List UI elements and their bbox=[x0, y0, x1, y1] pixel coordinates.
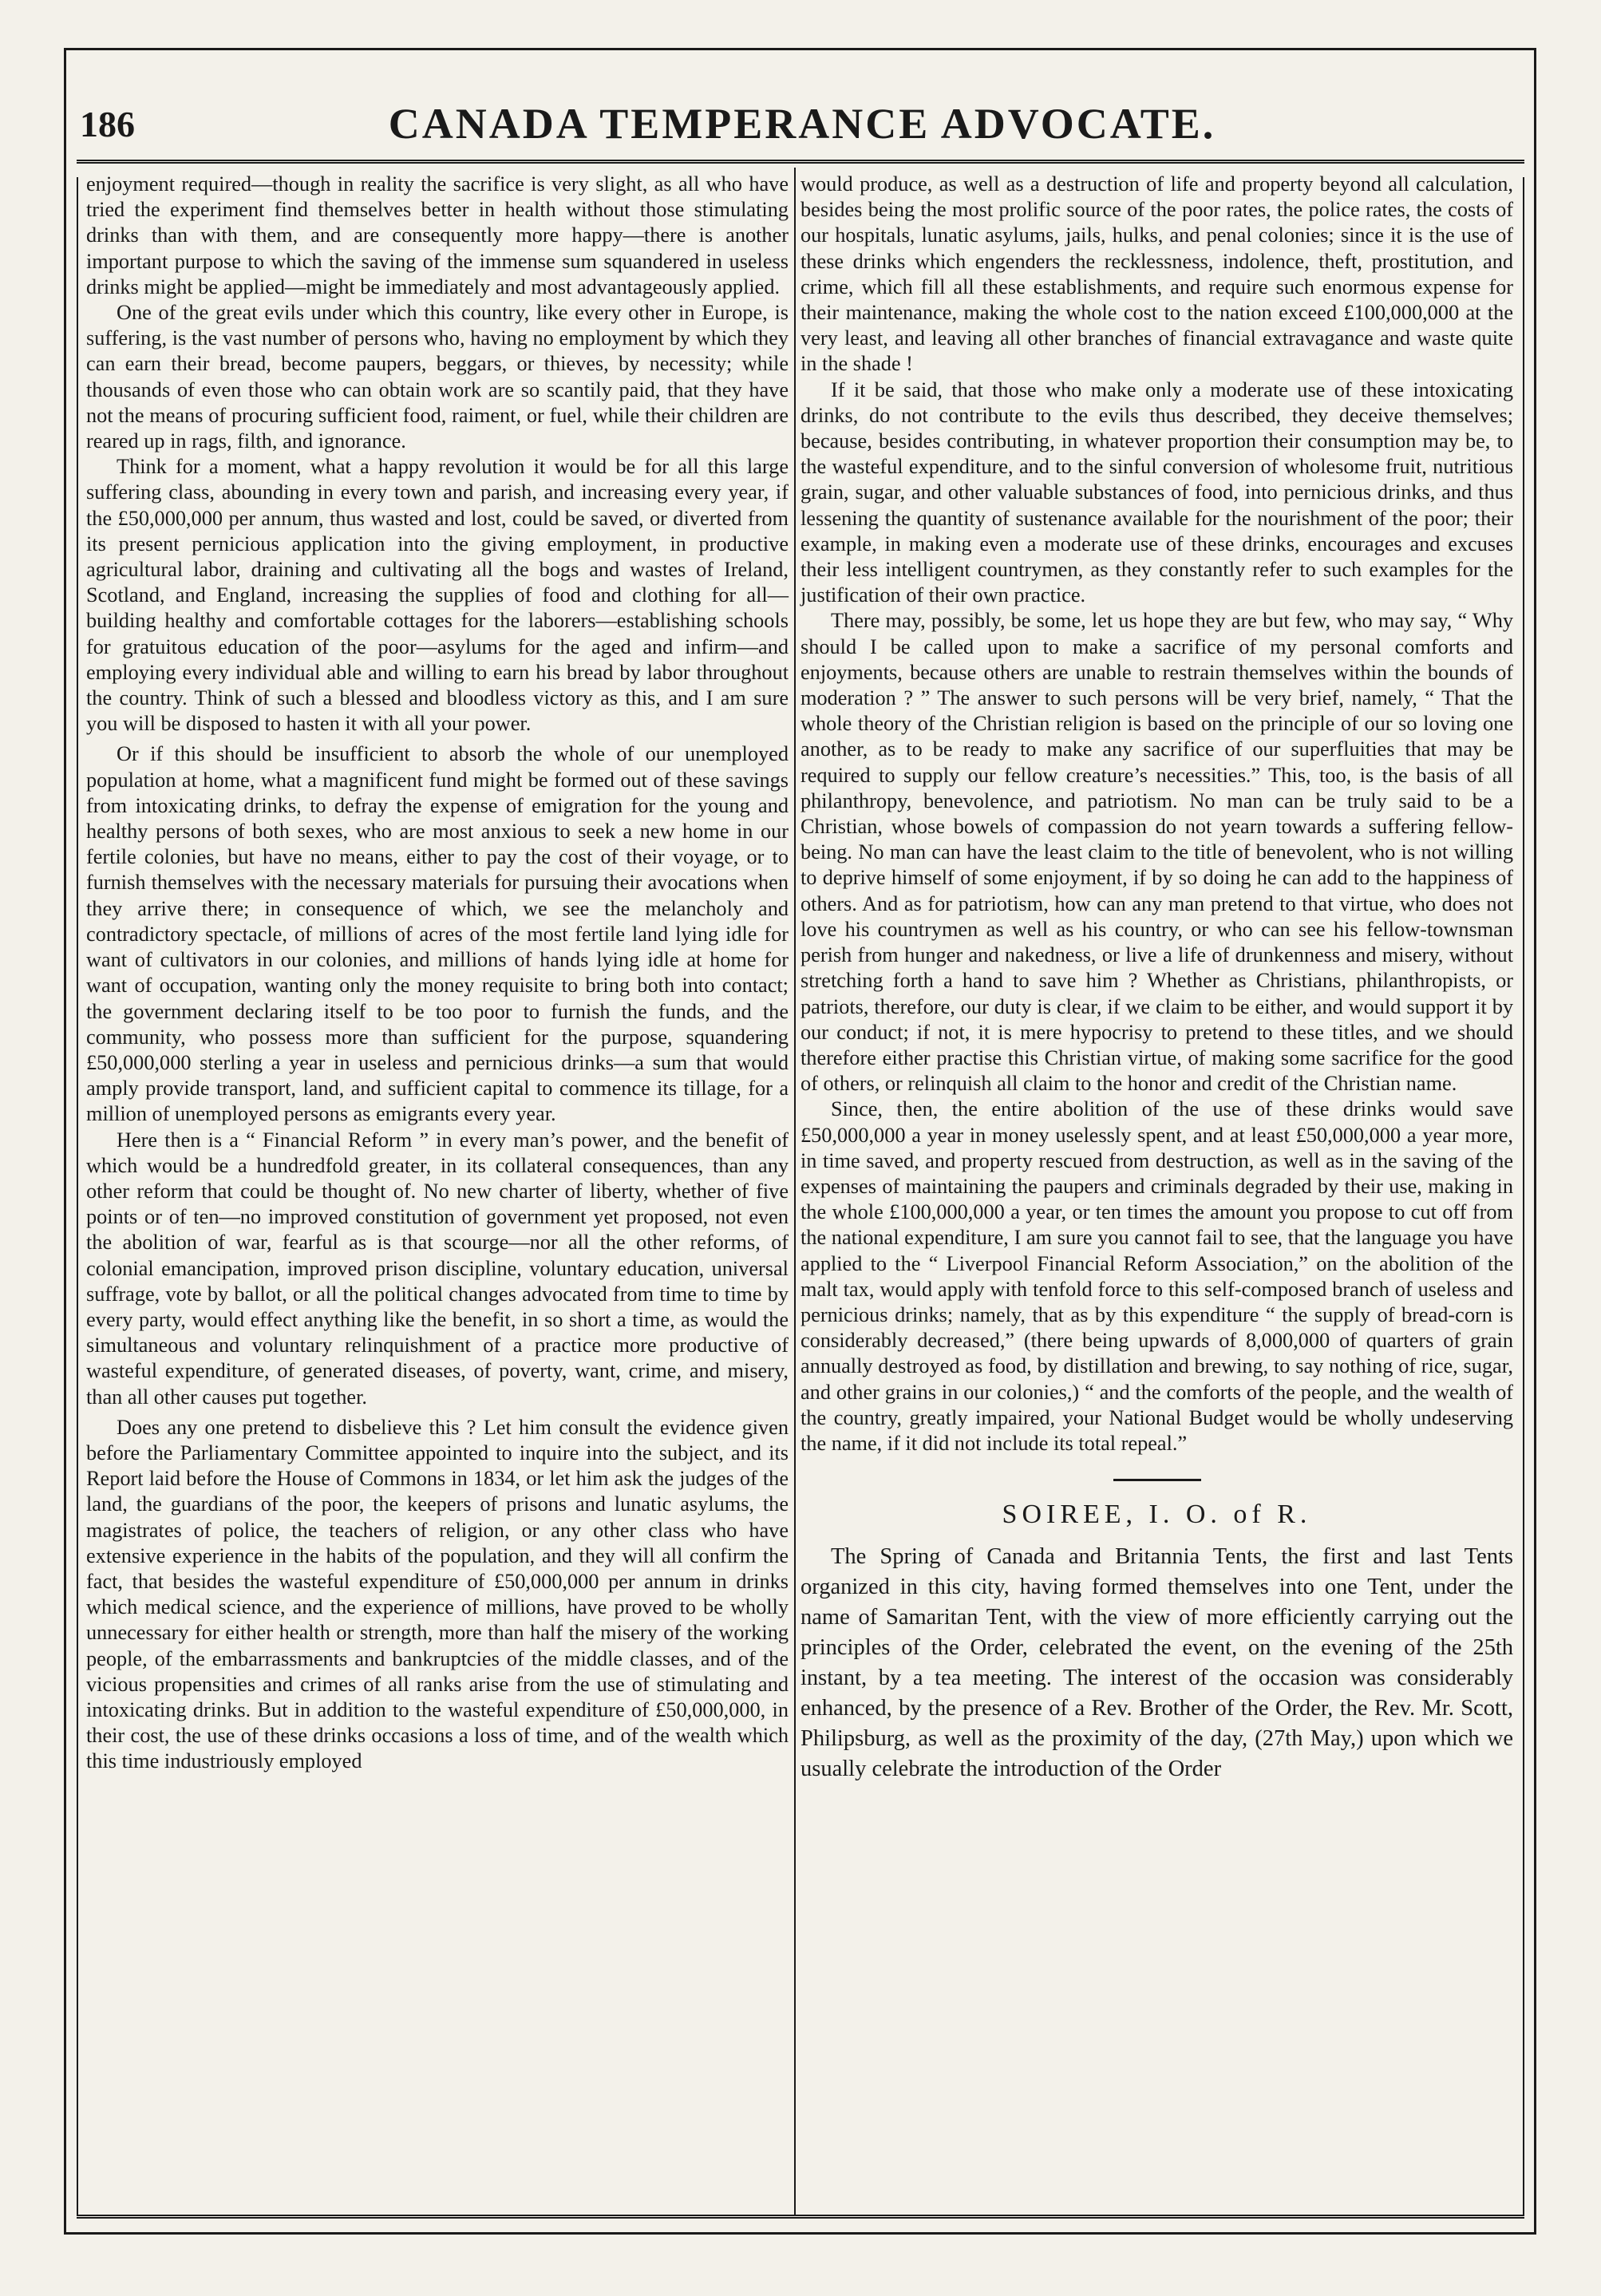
section-paragraph: The Spring of Canada and Britannia Tents, the first and last Tents organized in this city, having formed themselves into one Tent, under the name of Samaritan Tent, with the view of more efficiently carrying out the principles of the Order, celebrated the event, on the evening of the 25th instant, by a tea meeting. The interest of the occasion was considerably enhanced, by the presence of a Rev. Brother of the Order, the Rev. Mr. Scott, Philipsburg, as well as the proximity of the day, (27th May,) upon which we usually celebrate the introduction of the Order bbox=[800, 1544, 1513, 1782]
header-rule bbox=[77, 160, 1524, 164]
article-paragraph: Here then is a “ Financial Reform ” in every man’s power, and the benefit of which would be a hundredfold greater, in its collateral consequences, than any other reform that could be thought of. No new charter of liberty, whether of five points or of ten—no improved constitution of government yet proposed, not even the abolition of war, fearful as is that scourge—nor all the other reforms, of colonial emancipation, improved prison discipline, voluntary education, universal suffrage, vote by ballot, or all the political changes advocated from time to time by every party, would effect anything like the benefit, in so short a time, as would the simultaneous and voluntary relinquishment of a practice more productive of wasteful expenditure, of generated diseases, of poverty, want, crime, and misery, than all other causes put together. bbox=[86, 1128, 789, 1409]
footer-rule bbox=[77, 2215, 1524, 2219]
article-paragraph: enjoyment required—though in reality the sacrifice is very slight, as all who have tried the experiment find themselves better in health without those stimulating drinks than with them, and are consequently more happy—there is another important purpose to which the saving of the immense sum squandered in useless drinks might be applied—might be immediately and most advantageously applied. bbox=[86, 172, 789, 298]
article-paragraph: Does any one pretend to disbelieve this ? Let him consult the evidence given before the Parliamentary Committee appointed to inquire into the subject, and its Report laid before the House of Commons in 1834, or let him ask the judges of the land, the guardians of the poor, the keepers of prisons and lunatic asylums, the magistrates of police, the teachers of religion, or any other class who have extensive experience in the habits of the population, and they will all confirm the fact, that besides the wasteful expenditure of £50,000,000 per annum in drinks which medical science, and the experience of millions, have proved to be wholly unnecessary for either health or strength, more than half the misery of the working people, of the embarrassments and bankruptcies of the middle classes, and of the vicious propensities and crimes of all ranks arise from the use of stimulating and intoxicating drinks. But in addition to the wasteful expenditure of £50,000,000, in their cost, the use of these drinks occasions a loss of time, and of the wealth which this time industriously employed bbox=[86, 1415, 789, 1773]
page-header bbox=[80, 88, 1524, 160]
section-heading: SOIREE, I. O. of R. bbox=[1002, 1500, 1312, 1530]
article-paragraph: There may, possibly, be some, let us hope they are but few, who may say, “ Why should I be called upon to make a sacrifice of my personal comforts and enjoyments, because others are unable to restrain themselves within the bounds of moderation ? ” The answer to such persons will be very brief, namely, “ That the whole theory of the Christian religion is based on the principle of our so loving one another, as to be ready to make any sacrifice of our superfluities that may be required to supply our fellow creature’s necessities.” This, too, is the basis of all philanthropy, benevolence, and patriotism. No man can be truly said to be a Christian, whose bowels of compassion do not yearn towards a suffering fellow-being. No man can have the least claim to the title of benevolent, who is not willing to deprive himself of some enjoyment, if by so doing he can add to the happiness of others. And as for patriotism, how can any man pretend to that virtue, who does not love his countrymen as well as his country, or who can see his fellow-townsman perish from hunger and nakedness, or live a life of drunkenness and misery, without stretching forth a hand to save him ? Whether as Christians, philanthropists, or patriots, therefore, our duty is clear, if we claim to be either, and would support it by our conduct; if not, it is mere hypocrisy to pretend to these titles, and we should therefore either practise this Christian virtue, of making some sacrifice for the good of others, or relinquish all claim to the honor and credit of the Christian name. bbox=[800, 609, 1513, 1096]
article-paragraph: If it be said, that those who make only a moderate use of these intoxicating drinks, do not contribute to the evils thus described, they deceive themselves; because, besides contributing, in whatever proportion their consumption may be, to the wasteful expenditure, and to the sinful conversion of wholesome fruit, nutritious grain, sugar, and other valuable substances of food, into pernicious drinks, and thus lessening the quantity of sustenance available for the nourishment of the poor; their example, in making even a moderate use of these drinks, encourages and excuses their less intelligent countrymen, as they constantly refer to such examples for the justification of their own practice. bbox=[800, 377, 1513, 607]
article-paragraph: Since, then, the entire abolition of the use of these drinks would save £50,000,000 a year in money uselessly spent, and at least £50,000,000 a year more, in time saved, and property rescued from destruction, as well as in the saving of the expenses of maintaining the paupers and criminals degraded by their use, making in the whole £100,000,000 a year, or ten times the amount you propose to cut off from the national expenditure, I am sure you cannot fail to see, that the language you have applied to the “ Liverpool Financial Reform Association,” on the abolition of the malt tax, would apply with tenfold force to this self-composed branch of useless and pernicious drinks; namely, that as by this expenditure “ the supply of bread-corn is considerably decreased,” (there being upwards of 8,000,000 of quarters of grain annually destroyed as food, by distillation and brewing, to say nothing of rice, sugar, and other grains in our colonies,) “ and the comforts of the people, and the wealth of the country, greatly impaired, your National Budget would be wholly undeserving the name, if it did not include its total repeal.” bbox=[800, 1097, 1513, 1455]
article-paragraph: would produce, as well as a destruction of life and property beyond all calculation, besides being the most prolific source of the poor rates, the police rates, the costs of our hospitals, lunatic asylums, jails, hulks, and penal colonies; since it is the use of these drinks which engenders the recklessness, indolence, theft, prostitution, and crime, which fill all these establishments, and require such enormous expense for their maintenance, making the whole cost to the nation exceed £100,000,000 at the very least, and leaving all other branches of financial extravagance and waste quite in the shade ! bbox=[800, 172, 1513, 376]
section-divider bbox=[1113, 1479, 1201, 1481]
article-paragraph: Think for a moment, what a happy revolution it would be for all this large suffering class, abounding in every town and parish, and increasing every year, if the £50,000,000 per annum, thus wasted and lost, could be saved, or diverted from its present pernicious application into the giving employment, in productive agricultural labor, draining and cultivating all the bogs and wastes of Ireland, Scotland, and England, increasing the supplies of food and clothing for all—building healthy and comfortable cottages for the laborers—establishing schools for gratuitous education of the poor—asylums for the aged and infirm—and employing every individual able and willing to earn his bread by labor throughout the country. Think of such a blessed and bloodless victory as this, and I am sure you will be disposed to hasten it with all your power. bbox=[86, 455, 789, 736]
article-paragraph: Or if this should be insufficient to absorb the whole of our unemployed population at home, what a magnificent fund might be formed out of these savings from intoxicating drinks, to defray the expense of emigration for the young and healthy persons of both sexes, who are most anxious to seek a new home in our fertile colonies, but have no means, either to pay the cost of their voyage, or to furnish themselves with the necessary materials for pursuing their avocations when they arrive there; in consequence of which, we see the melancholy and contradictory spectacle, of millions of acres of the most fertile land lying idle for want of cultivators in our colonies, and millions of hands lying idle at home for want of occupation, wanting only the money requisite to bring both into contact; the government declaring itself to be too poor to furnish the funds, and the community, who possess more than sufficient for the purpose, squandering £50,000,000 sterling a year in useless and pernicious drinks—a sum that would amply provide transport, land, and sufficient capital to commence its tillage, for a million of unemployed persons as emigrants every year. bbox=[86, 742, 789, 1126]
article-paragraph: One of the great evils under which this country, like every other in Europe, is suffering, is the vast number of persons who, having no employment by which they can earn their bread, become paupers, beggars, or thieves, by necessity; while thousands of even those who can obtain work are so scantily paid, that they have not the means of procuring sufficient food, raiment, or fuel, while their children are reared up in rags, filth, and ignorance. bbox=[86, 301, 789, 453]
right-column bbox=[800, 172, 1513, 1784]
column-divider bbox=[794, 168, 796, 2215]
left-column bbox=[86, 172, 789, 1775]
journal-title: CANADA TEMPERANCE ADVOCATE. bbox=[388, 100, 1216, 148]
page-number: 186 bbox=[80, 103, 135, 144]
